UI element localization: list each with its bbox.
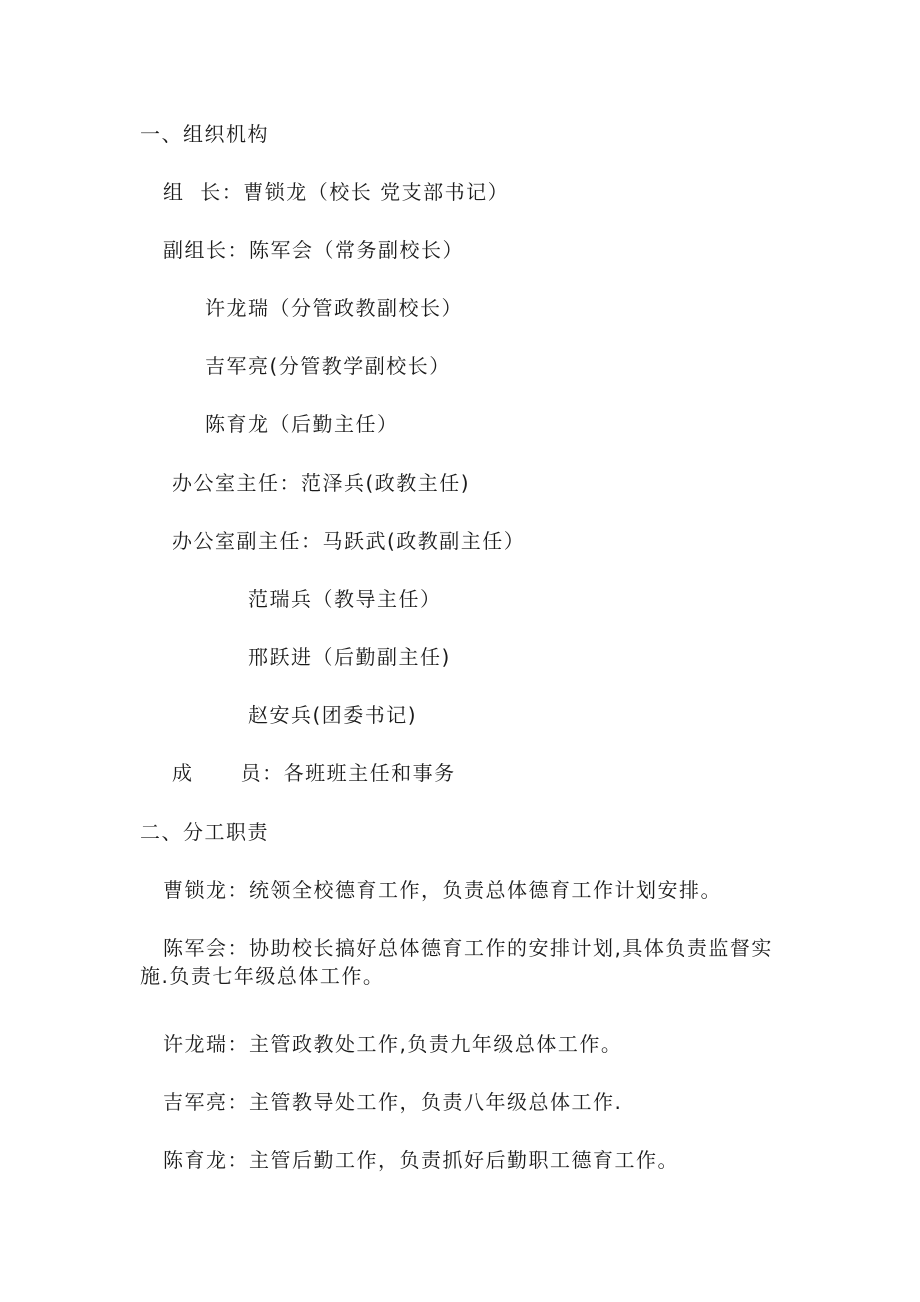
members-line: 成 员：各班班主任和事务 xyxy=(172,761,456,785)
vice-member-line: 许龙瑞（分管政教副校长） xyxy=(205,296,463,320)
vice-member-line: 吉军亮(分管教学副校长） xyxy=(205,354,451,378)
office-vice-member-line: 邢跃进（后勤副主任) xyxy=(248,645,451,669)
duty-paragraph xyxy=(140,934,790,990)
office-director-line: 办公室主任：范泽兵(政教主任) xyxy=(172,471,471,495)
duty-paragraph: 许龙瑞：主管政教处工作,负责九年级总体工作。 xyxy=(163,1032,623,1056)
office-vice-director-line: 办公室副主任：马跃武(政教副主任） xyxy=(172,529,526,553)
section-heading-duties: 二、分工职责 xyxy=(140,820,269,844)
duty-paragraph: 吉军亮：主管教导处工作，负责八年级总体工作. xyxy=(163,1090,623,1114)
vice-member-line: 陈育龙（后勤主任） xyxy=(205,412,399,436)
leader-line: 组 长：曹锁龙（校长 党支部书记） xyxy=(163,180,510,204)
duty-paragraph-text: 陈军会：协助校长搞好总体德育工作的安排计划,具体负责监督实施.负责七年级总体工作。 xyxy=(140,936,773,988)
section-heading-organization: 一、组织机构 xyxy=(140,122,269,146)
duty-paragraph: 曹锁龙：统领全校德育工作，负责总体德育工作计划安排。 xyxy=(163,878,722,902)
vice-leader-line: 副组长：陈军会（常务副校长） xyxy=(163,238,464,262)
duty-paragraph: 陈育龙：主管后勤工作，负责抓好后勤职工德育工作。 xyxy=(163,1148,679,1172)
office-vice-member-line: 范瑞兵（教导主任） xyxy=(248,587,442,611)
office-vice-member-line: 赵安兵(团委书记) xyxy=(248,703,418,727)
